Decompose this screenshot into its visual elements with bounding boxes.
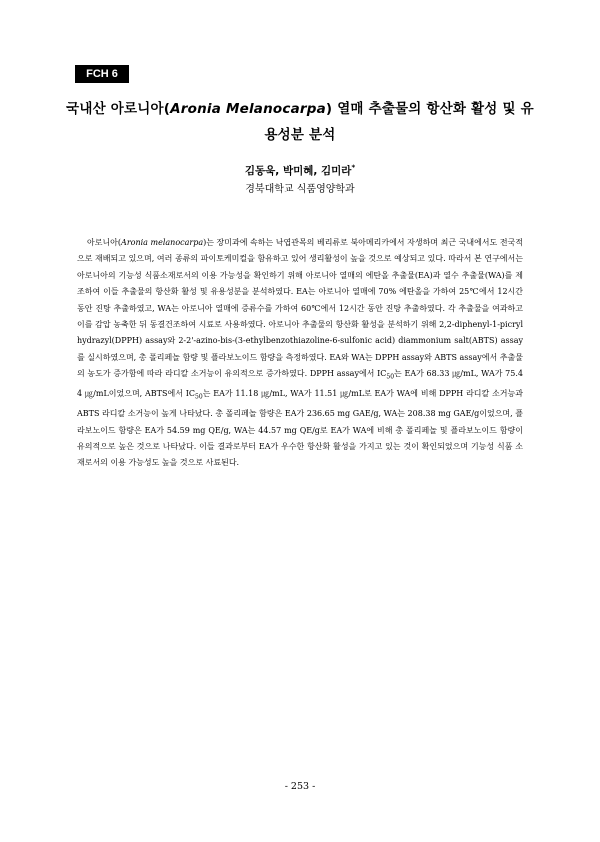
session-code-badge: FCH 6 (75, 65, 129, 83)
abstract-text-part2: 는 EA가 68.33 ㎍/mL, WA가 75.44 ㎍/mL이었으며, ABTS에서 IC (77, 369, 523, 399)
author-names: 김동욱, 박미혜, 김미라 (244, 165, 352, 177)
abstract-text-part3: 는 EA가 11.18 ㎍/mL, WA가 11.51 ㎍/mL로 EA가 WA에 비해 DPPH 라디칼 소거능과 ABTS 라디칼 소거능이 높게 나타났다. 총 폴리페놀 함량은 EA가 236.65 mg GAE/g, WA는 208.38 mg GAE/g이었으며, 플라보노이드 함량은 EA가 54.59 mg QE/g, WA는 44.57 mg QE/g로 EA가 WA에 비해 총 폴리페놀 및 플라보노이드 함량이 유의적으로 높은 것으로 나타났다. 이들 결과로부터 EA가 우수한 항산화 활성을 가지고 있는 것이 확인되었으며 기능성 식품 소재로서의 이용 가능성도 높을 것으로 사료된다. (77, 389, 523, 468)
abstract-lead: 아로니아( (87, 238, 122, 247)
author-affiliation: 경북대학교 식품영양학과 (245, 184, 355, 195)
ic50-subscript-dpph: 50 (386, 373, 395, 381)
ic50-subscript-abts: 50 (195, 393, 203, 401)
abstract-species-name: Aronia melanocarpa (121, 238, 204, 247)
paper-title (60, 96, 540, 148)
author-list (60, 163, 540, 178)
abstract-body (77, 235, 523, 472)
title-species-name: Aronia Melanocarpa (170, 101, 326, 117)
title-suffix: ) 열매 추출물의 항산화 활성 및 유용성분 분석 (264, 101, 534, 143)
corresponding-author-mark: * (351, 163, 356, 172)
title-prefix: 국내산 아로니아( (66, 101, 171, 117)
page-number: - 253 - (284, 781, 316, 792)
abstract-text-part1: )는 장미과에 속하는 낙엽관목의 베리류로 북아메리카에서 자생하며 최근 국내에서도 전국적으로 재배되고 있으며, 여러 종류의 파이토케미컬을 함유하고 있어 생리활성이 높을 것으로 예상되고 있다. 따라서 본 연구에서는 아로니아의 기능성 식품소재로서의 이용 가능성을 확인하기 위해 아로니아 열매의 에탄올 추출물(EA)과 열수 추출물(WA)를 제조하여 이들 추출물의 항산화 활성 및 유용성분을 분석하였다. EA는 아로니아 열매에 70% 에탄올을 가하여 25℃에서 12시간 동안 진탕 추출하였고, WA는 아로니아 열매에 증류수를 가하여 60℃에서 12시간 동안 진탕 추출하였다. 각 추출물을 여과하고 이를 감압 농축한 뒤 동결건조하여 시료로 사용하였다. 아로니아 추출물의 항산화 활성을 분석하기 위해 2,2-diphenyl-1-picrylhydrazyl(DPPH) assay와 2-2'-azino-bis-(3-ethylbenzothiazoline-6-sulfonic acid) diammonium salt(ABTS) assay를 실시하였으며, 총 폴리페놀 함량 및 플라보노이드 함량을 측정하였다. EA와 WA는 DPPH assay와 ABTS assay에서 추출물의 농도가 증가함에 따라 라디칼 소거능이 유의적으로 증가하였다. DPPH assay에서 IC (77, 238, 524, 379)
